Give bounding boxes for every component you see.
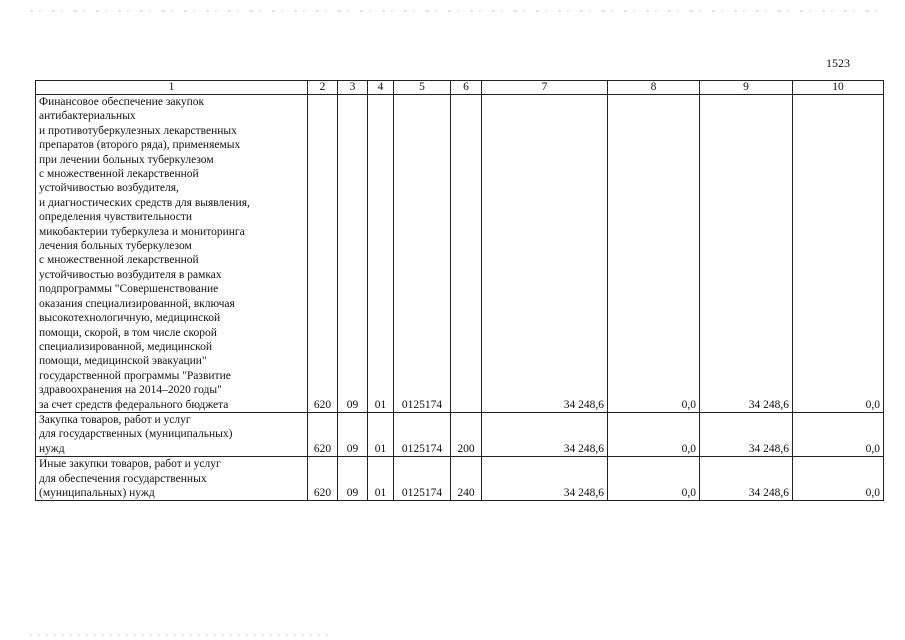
cell-c9: 34 248,6 (700, 457, 793, 501)
cell-c8: 0,0 (608, 457, 700, 501)
cell-c10: 0,0 (793, 95, 884, 413)
header-cell: 1 (36, 81, 308, 95)
cell-c2: 620 (308, 412, 338, 456)
header-cell: 6 (451, 81, 482, 95)
table-row (36, 412, 884, 456)
cell-c4: 01 (368, 95, 394, 413)
cell-c9: 34 248,6 (700, 412, 793, 456)
scan-noise-top (30, 10, 885, 12)
cell-c3: 09 (338, 95, 368, 413)
cell-c5: 0125174 (394, 95, 451, 413)
cell-c3: 09 (338, 457, 368, 501)
cell-c7: 34 248,6 (482, 412, 608, 456)
row-name: Иные закупки товаров, работ и услуг для обеспечения государственных (муниципальных) нужд (36, 457, 308, 501)
cell-c8: 0,0 (608, 95, 700, 413)
cell-c5: 0125174 (394, 412, 451, 456)
cell-c2: 620 (308, 95, 338, 413)
header-cell: 9 (700, 81, 793, 95)
cell-c7: 34 248,6 (482, 457, 608, 501)
header-cell: 4 (368, 81, 394, 95)
budget-table (35, 80, 884, 501)
cell-c4: 01 (368, 412, 394, 456)
cell-c8: 0,0 (608, 412, 700, 456)
cell-c6 (451, 95, 482, 413)
cell-c5: 0125174 (394, 457, 451, 501)
cell-c6: 200 (451, 412, 482, 456)
cell-c3: 09 (338, 412, 368, 456)
header-cell: 10 (793, 81, 884, 95)
cell-c4: 01 (368, 457, 394, 501)
cell-c10: 0,0 (793, 457, 884, 501)
table-row (36, 95, 884, 413)
cell-c2: 620 (308, 457, 338, 501)
header-cell: 8 (608, 81, 700, 95)
header-row (36, 81, 884, 95)
cell-c9: 34 248,6 (700, 95, 793, 413)
cell-c10: 0,0 (793, 412, 884, 456)
cell-c6: 240 (451, 457, 482, 501)
header-cell: 2 (308, 81, 338, 95)
page-number: 1523 (826, 56, 850, 70)
row-name: Закупка товаров, работ и услуг для государственных (муниципальных) нужд (36, 412, 308, 456)
header-cell: 3 (338, 81, 368, 95)
cell-c7: 34 248,6 (482, 95, 608, 413)
header-cell: 7 (482, 81, 608, 95)
row-name: Финансовое обеспечение закупок антибактериальных и противотуберкулезных лекарственных препаратов (второго ряда), применяемых при лечении больных туберкулезом с множественной лекарственной устойчивостью возбудителя, и диагностических средств для выявления, определения чувствительности микобактерии туберкулеза и мониторинга лечения больных туберкулезом с множественной лекарственной устойчивостью возбудителя в рамках подпрограммы "Совершенствование оказания специализированной, включая высокотехнологичную, медицинской помощи, скорой, в том числе скорой специализированной, медицинской помощи, медицинской эвакуации" государственной программы "Развитие здравоохранения на 2014–2020 годы" за счет средств федерального бюджета (36, 95, 308, 413)
table-row (36, 457, 884, 501)
header-cell: 5 (394, 81, 451, 95)
scan-noise-bottom (30, 634, 330, 636)
